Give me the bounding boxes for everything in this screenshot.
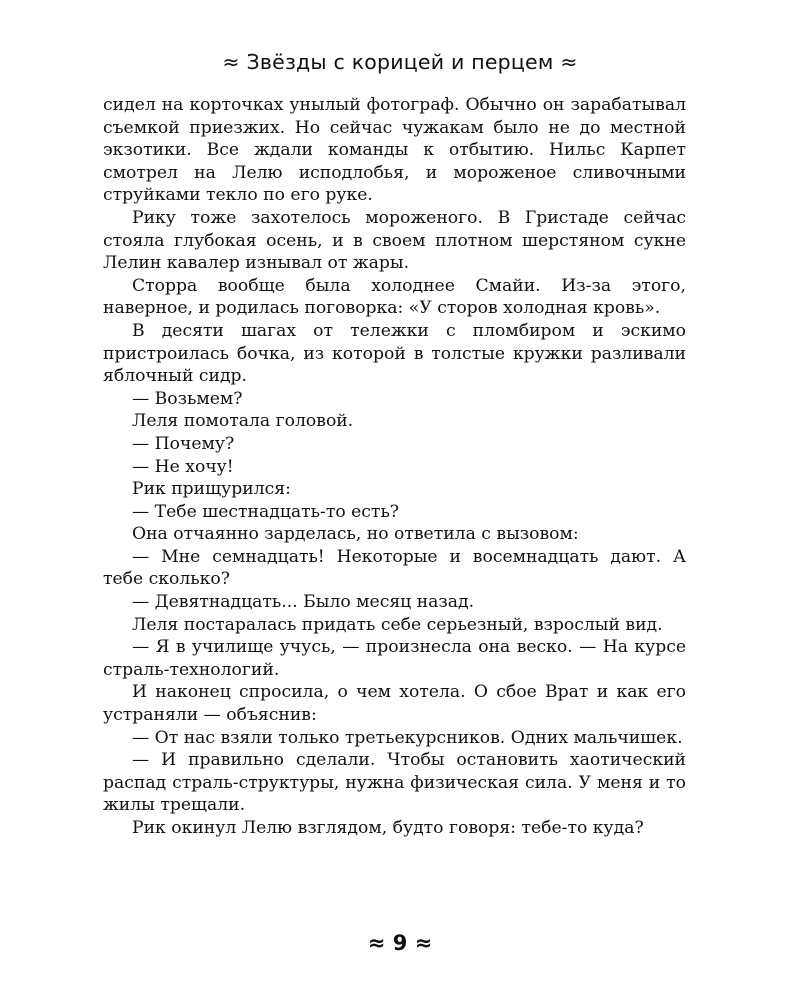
- page-number: ≈ 9 ≈: [367, 931, 433, 955]
- paragraph: Она отчаянно зарделась, но ответила с вызовом:: [132, 524, 579, 545]
- paragraph-continued: сидел на корточках унылый фотограф. Обычно он зарабатывал съемкой приезжих. Но сейчас чужакам было не до местной экзотики. Все ждали команды к отбытию. Нильс Карпет смотрел на Лелю исподлобья, и мороженое сливочными струйками текло по его руке.: [103, 95, 686, 206]
- paragraph: Рику тоже захотелось мороженого. В Гристаде сейчас стояла глубокая осень, и в своем плотном шерстяном сукне Лелин кавалер изнывал от жары.: [103, 207, 686, 274]
- paragraph: Леля помотала головой.: [132, 411, 354, 432]
- dialogue-line: — Я в училище учусь, — произнесла она веско. — На курсе страль-технологий.: [103, 637, 686, 680]
- dialogue-line: — От нас взяли только третьекурсников. Одних мальчишек.: [132, 727, 683, 748]
- paragraph: И наконец спросила, о чем хотела. О сбое Врат и как его устраняли — объяснив:: [103, 682, 686, 726]
- running-title: ≈ Звёзды с корицей и перцем ≈: [222, 50, 578, 74]
- paragraph: Рик окинул Лелю взглядом, будто говоря: тебе-то куда?: [132, 818, 644, 838]
- body-text: [103, 94, 686, 840]
- dialogue-line: — Тебе шестнадцать-то есть?: [132, 501, 400, 522]
- paragraph: Рик прищурился:: [132, 479, 291, 500]
- paragraph: В десяти шагах от тележки с пломбиром и эскимо пристроилась бочка, из которой в толстые кружки разливали яблочный сидр.: [103, 320, 686, 387]
- dialogue-line: — Почему?: [132, 433, 235, 454]
- dialogue-line: — Возьмем?: [132, 388, 243, 409]
- paragraph: Леля постаралась придать себе серьезный, взрослый вид.: [132, 614, 663, 635]
- dialogue-line: — Не хочу!: [132, 456, 234, 477]
- dialogue-line: — Мне семнадцать! Некоторые и восемнадцать дают. А тебе сколько?: [103, 546, 686, 590]
- dialogue-line: — Девятнадцать... Было месяц назад.: [132, 592, 475, 613]
- dialogue-line: — И правильно сделали. Чтобы остановить хаотический распад страль-структуры, нужна физическая сила. У меня и то жилы трещали.: [103, 750, 686, 816]
- paragraph: Сторра вообще была холоднее Смайи. Из-за этого, наверное, и родилась поговорка: «У сторов холодная кровь».: [103, 275, 686, 319]
